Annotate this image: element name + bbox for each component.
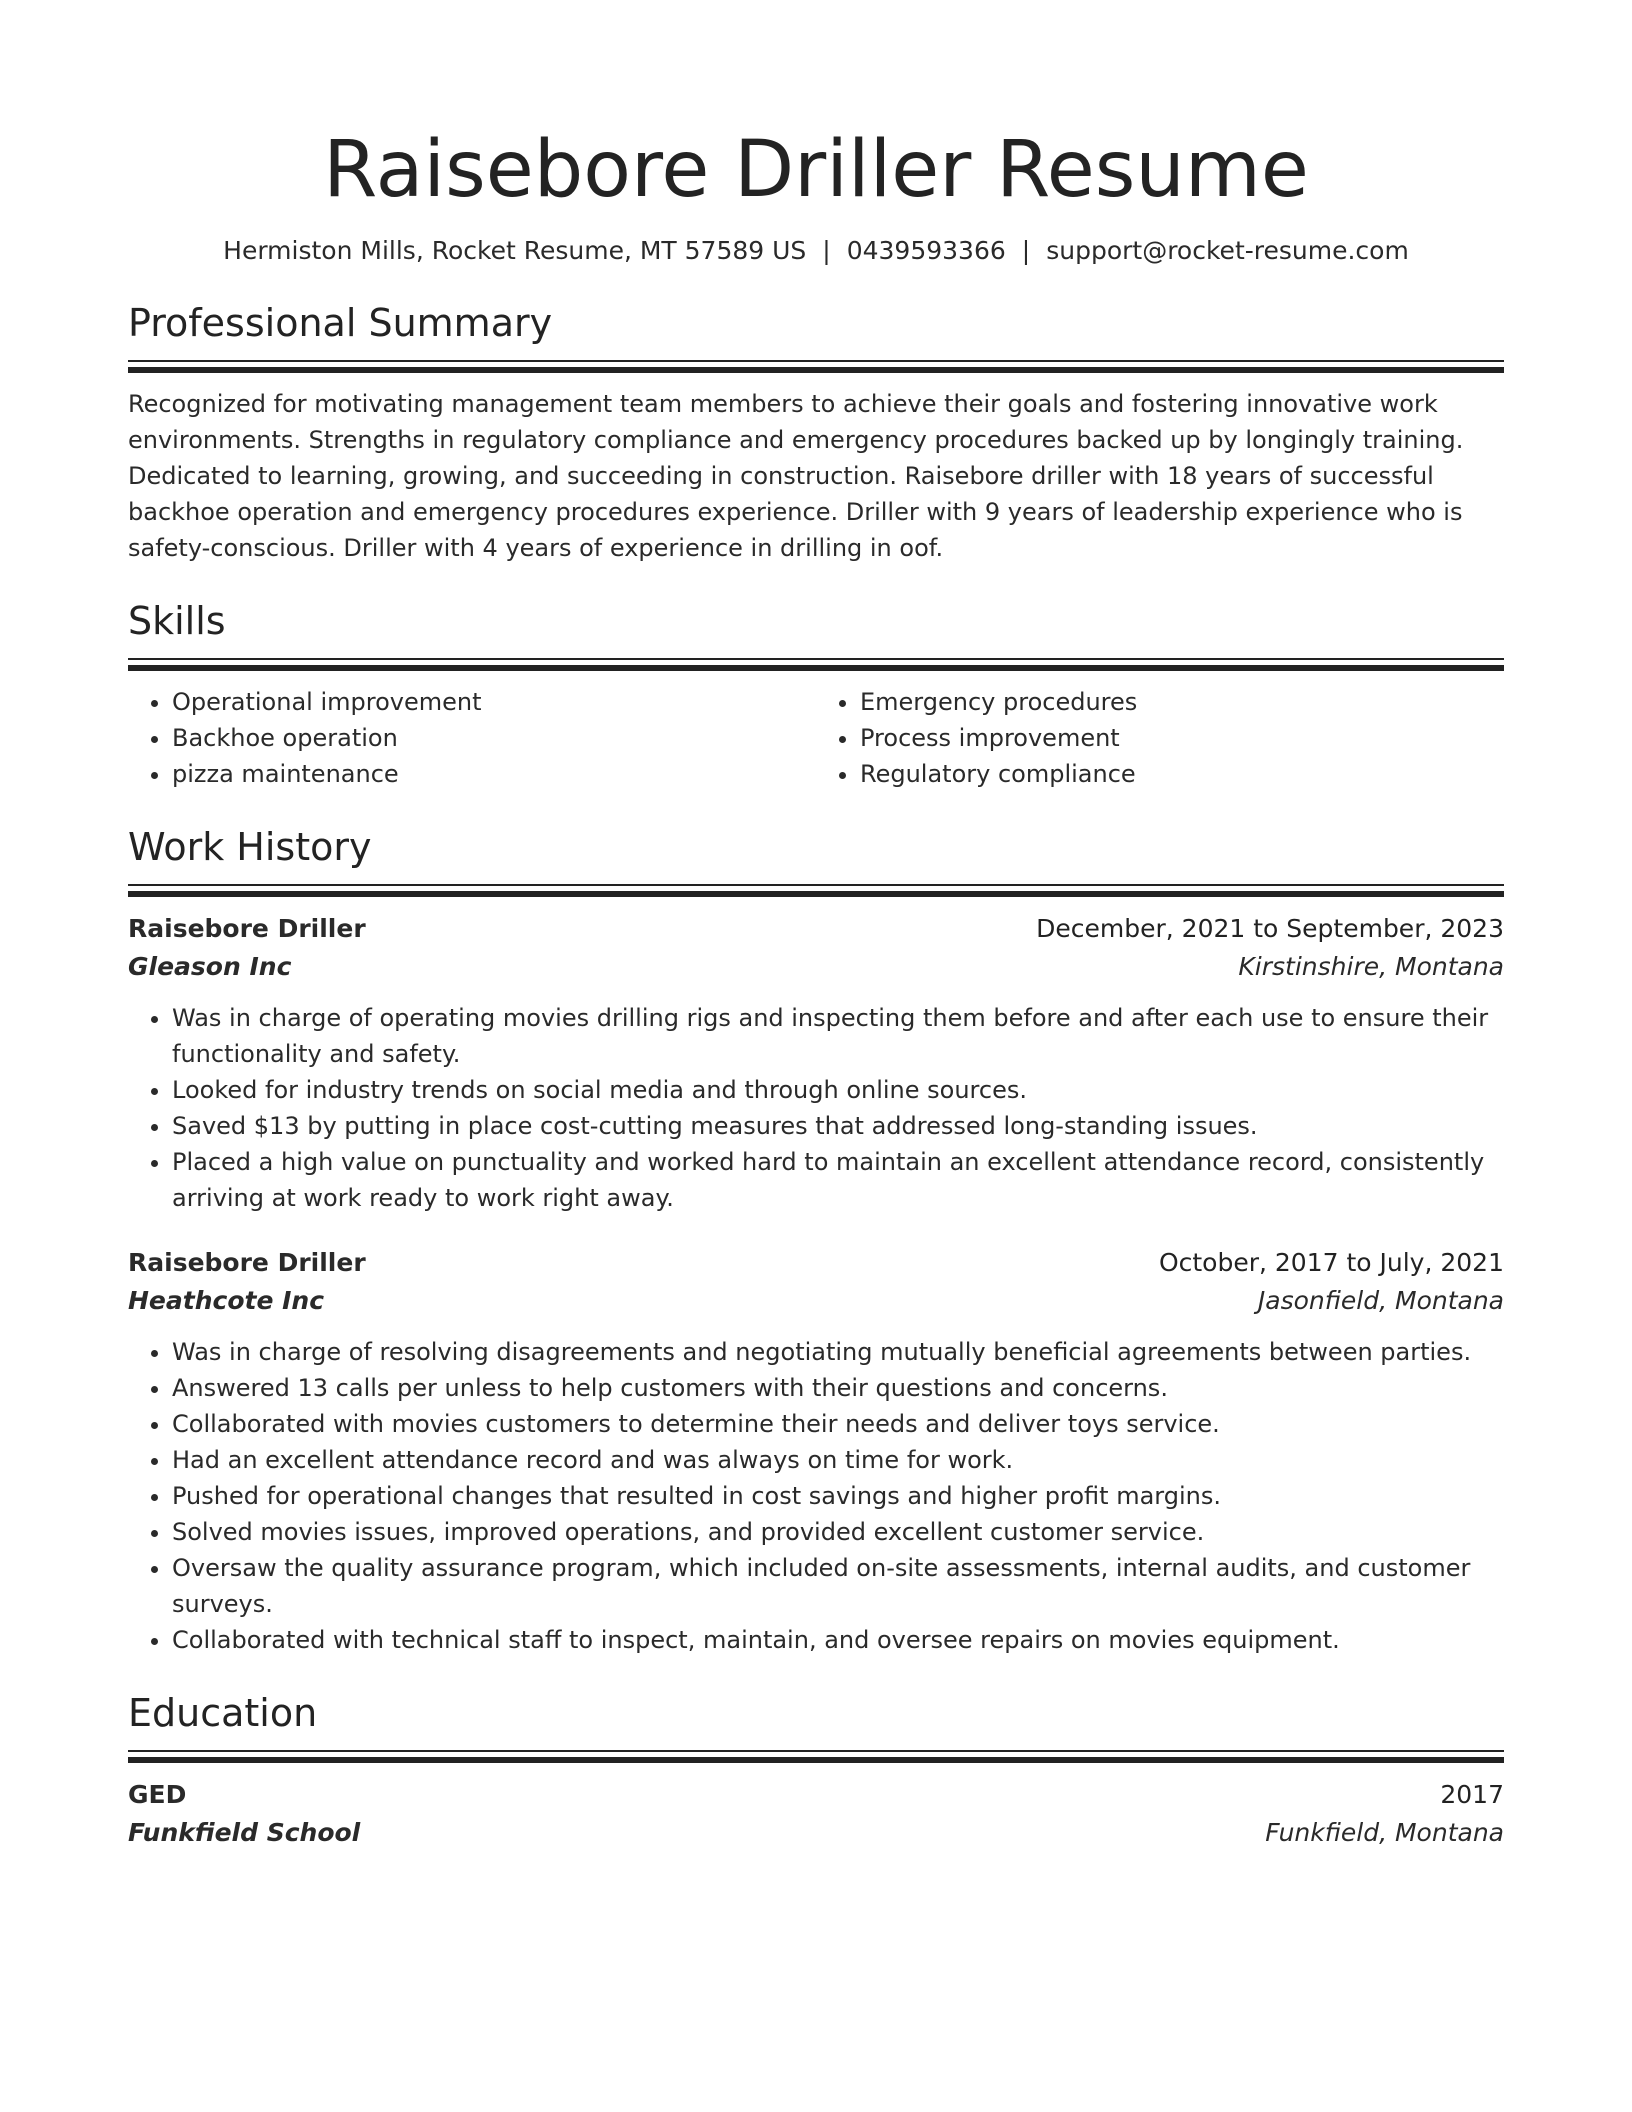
- section-divider: [128, 360, 1504, 372]
- contact-address: Hermiston Mills, Rocket Resume, MT 57589 US: [223, 236, 807, 265]
- job-title: Raisebore Driller: [128, 1248, 366, 1277]
- job-company-row: [128, 1282, 1504, 1320]
- skill-item: • Emergency procedures: [860, 684, 1504, 720]
- job-bullet: • Answered 13 calls per unless to help customers with their questions and concerns.: [172, 1370, 1504, 1406]
- contact-phone: 0439593366: [846, 236, 1006, 265]
- job-company: Gleason Inc: [128, 952, 292, 981]
- job-title: Raisebore Driller: [128, 914, 366, 943]
- education-entry: [128, 1776, 1504, 1852]
- skill-item: • Process improvement: [860, 720, 1504, 756]
- section-divider: [128, 658, 1504, 670]
- job-bullet: • Oversaw the quality assurance program, which included on-site assessments, internal audits, and customer surveys.: [172, 1550, 1504, 1622]
- job-location: Jasonfield, Montana: [1257, 1286, 1504, 1315]
- education-year: 2017: [1440, 1780, 1504, 1809]
- summary-text: Recognized for motivating management team members to achieve their goals and fostering innovative work environments. Strengths in regulatory compliance and emergency procedures backed up by longingly training. Dedicated to learning, growing, and succeeding in construction. Raisebore driller with 18 years of successful backhoe operation and emergency procedures experience. Driller with 9 years of leadership experience who is safety-conscious. Driller with 4 years of experience in drilling in oof.: [128, 390, 1464, 562]
- job-header-row: [128, 910, 1504, 948]
- skill-item: • Backhoe operation: [172, 720, 816, 756]
- skill-item: • Regulatory compliance: [860, 756, 1504, 792]
- job-bullet: • Pushed for operational changes that resulted in cost savings and higher profit margins.: [172, 1478, 1504, 1514]
- job-company: Heathcote Inc: [128, 1286, 325, 1315]
- skills-columns: [128, 684, 1504, 792]
- job-bullet: • Was in charge of operating movies drilling rigs and inspecting them before and after each use to ensure their functionality and safety.: [172, 1000, 1504, 1072]
- job-bullet: • Looked for industry trends on social media and through online sources.: [172, 1072, 1504, 1108]
- contact-line: [128, 234, 1504, 268]
- education-heading: Education: [128, 1691, 318, 1735]
- job-bullet: • Placed a high value on punctuality and worked hard to maintain an excellent attendance record, consistently arriving at work ready to work right away.: [172, 1144, 1504, 1216]
- skills-list-right: [816, 684, 1504, 792]
- education-header-row: [128, 1776, 1504, 1814]
- job-dates: December, 2021 to September, 2023: [1036, 914, 1504, 943]
- job-bullet: • Collaborated with technical staff to inspect, maintain, and oversee repairs on movies equipment.: [172, 1622, 1504, 1658]
- skill-item: • pizza maintenance: [172, 756, 816, 792]
- education-degree: GED: [128, 1780, 187, 1809]
- job-bullets: [128, 1000, 1504, 1216]
- job-dates: October, 2017 to July, 2021: [1158, 1248, 1504, 1277]
- work-history-heading: Work History: [128, 825, 372, 869]
- job-bullet: • Was in charge of resolving disagreements and negotiating mutually beneficial agreements between parties.: [172, 1334, 1504, 1370]
- education-school-row: [128, 1814, 1504, 1852]
- skill-item: • Operational improvement: [172, 684, 816, 720]
- section-divider: [128, 1750, 1504, 1762]
- work-history-section: [128, 822, 1504, 1658]
- job-header-row: [128, 1244, 1504, 1282]
- section-divider: [128, 884, 1504, 896]
- job-entry: [128, 910, 1504, 1216]
- page-title: Raisebore Driller Resume: [323, 125, 1309, 215]
- contact-separator: |: [1021, 236, 1031, 265]
- education-location: Funkfield, Montana: [1265, 1818, 1504, 1847]
- job-company-row: [128, 948, 1504, 986]
- job-location: Kirstinshire, Montana: [1238, 952, 1504, 981]
- summary-heading: Professional Summary: [128, 301, 553, 345]
- job-entry: [128, 1244, 1504, 1658]
- job-bullets: [128, 1334, 1504, 1658]
- job-bullet: • Saved $13 by putting in place cost-cutting measures that addressed long-standing issues.: [172, 1108, 1504, 1144]
- contact-email: support@rocket-resume.com: [1046, 236, 1409, 265]
- education-section: [128, 1688, 1504, 1852]
- summary-section: [128, 298, 1504, 566]
- skills-list-left: [128, 684, 816, 792]
- education-school: Funkfield School: [128, 1818, 361, 1847]
- job-bullet: • Had an excellent attendance record and was always on time for work.: [172, 1442, 1504, 1478]
- contact-separator: |: [822, 236, 831, 265]
- skills-heading: Skills: [128, 599, 226, 643]
- job-bullet: • Collaborated with movies customers to determine their needs and deliver toys service.: [172, 1406, 1504, 1442]
- job-bullet: • Solved movies issues, improved operations, and provided excellent customer service.: [172, 1514, 1504, 1550]
- skills-section: [128, 596, 1504, 792]
